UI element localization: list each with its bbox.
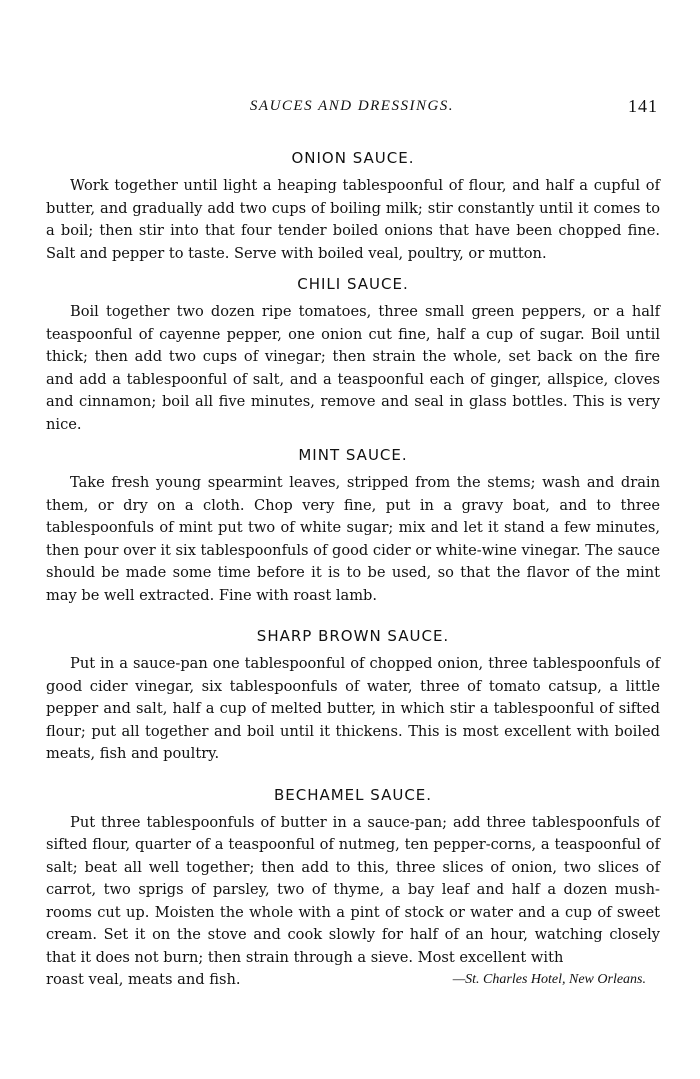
recipe-body: Boil together two dozen ripe tomatoes, three small green peppers, or a half teaspoonful of cayenne pepper, one onion cut fine, half a cup of sugar. Boil until thick; then add two cups of vinegar; then strain the whole, set back on the fire and add a tablespoonful of salt, and a teaspoonful each of ginger, allspice, cloves and cinnamon; boil all five minutes, remove and seal in glass bottles. This is very nice. (46, 303, 660, 433)
recipe-sharp-brown-sauce (46, 625, 660, 766)
page-header (46, 96, 658, 120)
recipe-title: ONION SAUCE. (291, 149, 415, 167)
recipe-body: Put in a sauce-pan one tablespoonful of chopped onion, three tablespoonfuls of good cider vinegar, six tablespoonfuls of water, three of tomato catsup, a little pepper and salt, half a cup of melted butter, in which stir a tablespoonful of sifted flour; put all together and boil until it thickens. This is most excellent with boiled meats, fish and poultry. (46, 655, 660, 762)
recipe-title: BECHAMEL SAUCE. (273, 785, 433, 804)
recipe-attribution: —St. Charles Hotel, New Orleans. (452, 972, 646, 987)
recipe-onion-sauce (46, 147, 660, 265)
recipe-title: CHILI SAUCE. (297, 275, 409, 293)
recipe-closing-line (46, 969, 660, 992)
recipe-bechamel-sauce (46, 784, 660, 992)
recipe-mint-sauce (46, 444, 660, 607)
recipe-body: Take fresh young spearmint leaves, stripped from the stems; wash and drain them, or dry on a cloth. Chop very fine, put in a gravy boat, and to three tablespoonfuls of mint put two of white sugar; mix and let it stand a few minutes, then pour over it six tablespoonfuls of good cider or white-wine vinegar. The sauce should be made some time before it is to be used, so that the flavor of the mint may be well extracted. Fine with roast lamb. (46, 474, 660, 604)
recipe-title: SHARP BROWN SAUCE. (256, 627, 450, 645)
recipe-body: Work together until light a heaping tablespoonful of flour, and half a cupful of butter, and gradually add two cups of boiling milk; stir constantly until it comes to a boil; then stir into that four tender boiled onions that have been chopped fine. Salt and pepper to taste. Serve with boiled veal, poultry, or mutton. (46, 177, 660, 262)
recipe-last-line: roast veal, meats and fish. (46, 971, 241, 988)
recipe-body: Put three tablespoonfuls of butter in a sauce-pan; add three tablespoonfuls of sifted flour, quarter of a teaspoonful of nutmeg, ten pepper-corns, a teaspoonful of salt; beat all well together; then add to this, three slices of onion, two slices of carrot, two sprigs of parsley, two of thyme, a bay leaf and half a dozen mush-rooms cut up. Moisten the whole with a pint of stock or water and a cup of sweet cream. Set it on the stove and cook slowly for half of an hour, watching closely that it does not burn; then strain through a sieve. Most excellent with (46, 813, 660, 966)
recipe-chili-sauce (46, 273, 660, 436)
page-number: 141 (628, 96, 658, 116)
recipe-title: MINT SAUCE. (298, 446, 408, 464)
running-head: SAUCES AND DRESSINGS. (249, 98, 455, 114)
page-content (46, 143, 660, 992)
